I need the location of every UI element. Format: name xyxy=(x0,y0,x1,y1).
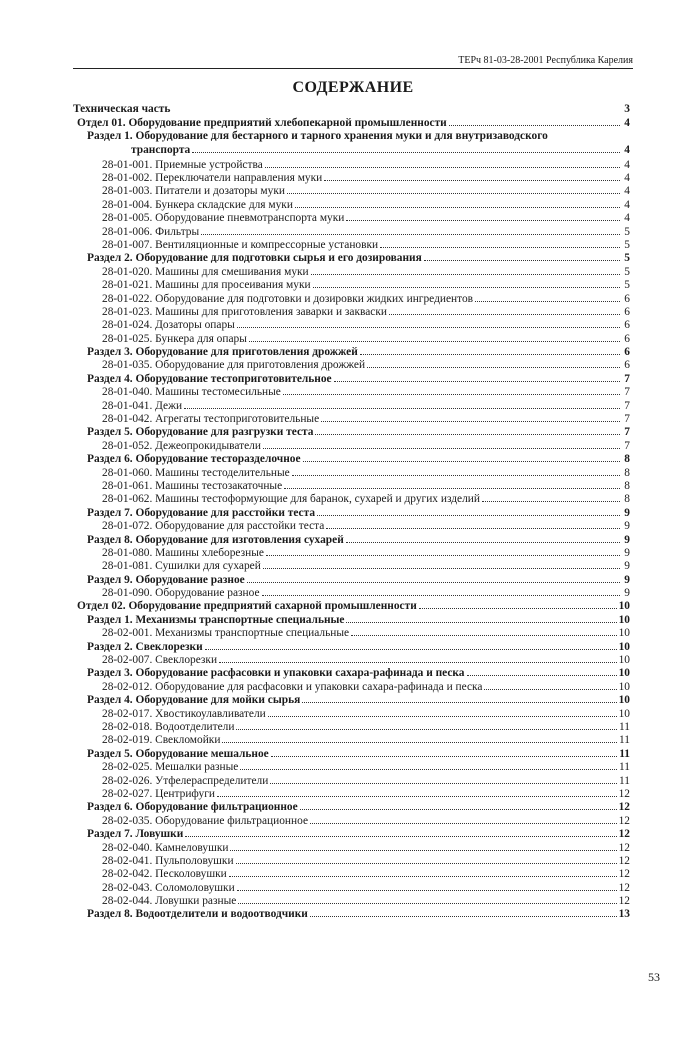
dot-leader xyxy=(284,479,620,489)
toc-entry xyxy=(73,867,630,880)
toc-entry-page: 10 xyxy=(618,627,630,640)
toc-entry-page: 4 xyxy=(624,144,630,157)
toc-entry-page: 8 xyxy=(624,479,630,492)
dot-leader xyxy=(311,265,620,275)
dot-leader xyxy=(185,827,616,837)
toc-entry-title: 28-01-022. Оборудование для подготовки и дозировки жидких ингредиентов xyxy=(102,292,474,305)
dot-leader xyxy=(263,439,620,449)
dot-leader xyxy=(310,814,617,824)
dot-leader xyxy=(360,345,620,355)
dot-leader xyxy=(321,412,620,422)
dot-leader xyxy=(315,425,620,435)
toc-entry-title: Раздел 5. Оборудование мешальное xyxy=(87,747,269,760)
toc-entry-title: Раздел 1. Оборудование для бестарного и тарного хранения муки и для внутризаводского xyxy=(87,129,548,142)
toc-entry xyxy=(73,693,630,706)
toc-entry-title: 28-01-001. Приемные устройства xyxy=(102,158,263,171)
toc-entry-page: 7 xyxy=(624,386,630,399)
toc-entry-page: 6 xyxy=(624,346,630,359)
dot-leader xyxy=(351,626,617,636)
toc-entry-title: Раздел 8. Водоотделители и водоотводчики xyxy=(87,908,308,921)
toc-entry-page: 4 xyxy=(624,212,630,225)
dot-leader xyxy=(229,867,617,877)
toc-entry-title: 28-02-018. Водоотделители xyxy=(102,721,235,733)
toc-entry-page: 6 xyxy=(624,332,630,345)
toc-entry-title: 28-02-026. Утфелераспределители xyxy=(102,774,269,787)
toc-entry xyxy=(73,573,630,586)
toc-entry-title: 28-01-006. Фильтры xyxy=(102,225,200,238)
toc-entry-title: Раздел 6. Оборудование фильтрационное xyxy=(87,801,298,814)
toc-entry-title: 28-01-040. Машины тестомесильные xyxy=(102,386,281,399)
toc-entry-title: 28-02-012. Оборудование для расфасовки и упаковки сахара-рафинада и песка xyxy=(102,680,483,693)
toc-entry-page: 12 xyxy=(618,881,630,894)
dot-leader xyxy=(236,720,617,730)
dot-leader xyxy=(268,707,617,717)
toc-entry-page: 10 xyxy=(618,640,630,653)
toc-entry xyxy=(73,318,630,331)
toc-entry xyxy=(73,733,630,746)
toc-entry-page: 9 xyxy=(624,587,630,600)
toc-entry-title: 28-01-072. Оборудование для расстойки теста xyxy=(102,520,325,533)
toc-entry-page: 13 xyxy=(618,908,630,921)
dot-leader xyxy=(263,559,620,569)
toc-entry xyxy=(73,506,630,519)
toc-entry-page: 9 xyxy=(624,520,630,533)
toc-entry-page: 11 xyxy=(619,734,630,747)
toc-entry-title: Раздел 2. Оборудование для подготовки сырья и его дозирования xyxy=(87,252,422,265)
toc-entry-title: Раздел 2. Свеклорезки xyxy=(87,640,203,653)
toc-entry xyxy=(73,184,630,197)
toc-entry xyxy=(73,827,630,840)
toc-entry xyxy=(73,907,630,920)
dot-leader xyxy=(230,841,616,851)
toc-entry-page: 11 xyxy=(619,747,630,760)
toc-entry xyxy=(73,251,630,264)
toc-entry xyxy=(73,265,630,278)
toc-entry-page: 11 xyxy=(619,721,630,733)
toc-entry-title: 28-01-060. Машины тестоделительные xyxy=(102,466,290,479)
page-title: СОДЕРЖАНИЕ xyxy=(292,79,414,96)
page-number: 53 xyxy=(648,970,660,984)
dot-leader xyxy=(184,399,620,409)
toc-entry-page: 5 xyxy=(624,265,630,278)
toc-entry-page: 5 xyxy=(624,238,630,251)
dot-leader xyxy=(266,546,620,556)
dot-leader xyxy=(236,854,617,864)
toc-entry xyxy=(73,171,630,184)
toc-entry-title: 28-01-042. Агрегаты тестоприготовительные xyxy=(102,413,320,426)
toc-entry xyxy=(73,425,630,438)
toc-entry xyxy=(73,666,630,679)
toc-entry xyxy=(73,278,630,291)
toc-entry-page: 9 xyxy=(624,573,630,586)
dot-leader xyxy=(287,184,620,194)
toc-entry xyxy=(73,305,630,318)
dot-leader xyxy=(271,747,617,757)
toc-entry-page: 7 xyxy=(624,426,630,439)
toc-entry-page: 8 xyxy=(624,466,630,479)
toc-entry xyxy=(73,760,630,773)
toc-entry-title: Раздел 3. Оборудование расфасовки и упаковки сахара-рафинада и песка xyxy=(87,667,465,680)
toc-entry xyxy=(73,894,630,907)
toc-entry-page: 7 xyxy=(624,372,630,385)
toc-entry-page: 8 xyxy=(624,453,630,466)
dot-leader xyxy=(303,452,620,462)
dot-leader xyxy=(324,171,620,181)
dot-leader xyxy=(222,733,617,743)
toc-entry-page: 11 xyxy=(619,761,630,774)
dot-leader xyxy=(482,492,620,502)
toc-entry xyxy=(73,519,630,532)
dot-leader xyxy=(334,372,620,382)
toc-entry-title: 28-01-080. Машины хлеборезные xyxy=(102,546,264,559)
toc-entry-page: 12 xyxy=(618,787,630,800)
dot-leader xyxy=(346,613,616,623)
dot-leader xyxy=(201,225,620,235)
dot-leader xyxy=(262,586,621,596)
toc-entry-title: 28-01-081. Сушилки для сухарей xyxy=(102,560,261,573)
dot-leader xyxy=(265,158,620,168)
toc-entry xyxy=(73,599,630,612)
toc-entry-title: 28-02-040. Камнеловушки xyxy=(102,841,229,854)
toc-entry-page: 9 xyxy=(624,560,630,573)
toc-entry xyxy=(73,292,630,305)
toc-entry xyxy=(73,533,630,546)
toc-entry-page: 10 xyxy=(618,707,630,720)
toc-entry-page: 6 xyxy=(624,305,630,318)
toc-entry-page: 3 xyxy=(624,103,630,115)
dot-leader xyxy=(326,519,620,529)
dot-leader xyxy=(389,305,620,315)
toc-entry-page: 10 xyxy=(618,600,630,613)
toc-entry-continuation xyxy=(87,143,630,157)
toc-entry-title: 28-01-003. Питатели и дозаторы муки xyxy=(102,185,285,198)
toc-entry-title: Техническая часть xyxy=(73,103,171,115)
toc-entry-page: 5 xyxy=(624,279,630,292)
dot-leader xyxy=(300,800,617,810)
toc-entry xyxy=(73,345,630,358)
toc-entry xyxy=(73,613,630,626)
toc-entry-page: 5 xyxy=(624,252,630,265)
toc-entry xyxy=(73,559,630,572)
toc-entry xyxy=(73,466,630,479)
toc-entry-page: 12 xyxy=(618,814,630,827)
toc-entry-title: 28-02-019. Свекломойки xyxy=(102,734,221,747)
toc-entry-title: Раздел 6. Оборудование тесторазделочное xyxy=(87,453,301,466)
toc-entry-title: Раздел 7. Оборудование для расстойки теста xyxy=(87,506,316,519)
dot-leader xyxy=(346,211,620,221)
toc-entry xyxy=(73,439,630,452)
dot-leader xyxy=(367,358,620,368)
toc-entry-page: 10 xyxy=(618,613,630,626)
dot-leader xyxy=(295,198,620,208)
dot-leader xyxy=(313,278,620,288)
toc-entry-page: 12 xyxy=(618,801,630,814)
dot-leader xyxy=(310,907,617,917)
toc-entry-title-continued: транспорта xyxy=(131,144,191,157)
toc-entry-page: 12 xyxy=(618,841,630,854)
toc-entry-title: 28-02-007. Свеклорезки xyxy=(102,654,218,667)
toc-entry xyxy=(73,412,630,425)
toc-entry-title: Раздел 8. Оборудование для изготовления сухарей xyxy=(87,533,344,546)
toc-entry xyxy=(73,653,630,666)
toc-entry xyxy=(73,787,630,800)
dot-leader xyxy=(172,103,620,112)
toc-entry-title: 28-02-001. Механизмы транспортные специальные xyxy=(102,627,350,640)
toc-entry-page: 10 xyxy=(618,694,630,707)
dot-leader xyxy=(192,143,620,153)
toc-entry-title: Раздел 9. Оборудование разное xyxy=(87,573,245,586)
dot-leader xyxy=(237,318,620,328)
toc-entry-page: 9 xyxy=(624,546,630,559)
toc-entry xyxy=(73,546,630,559)
toc-entry-title: 28-02-044. Ловушки разные xyxy=(102,895,237,908)
toc-entry xyxy=(73,332,630,345)
dot-leader xyxy=(205,640,617,650)
toc-entry xyxy=(73,158,630,171)
toc-entry-title: 28-01-004. Бункера складские для муки xyxy=(102,198,293,211)
toc-entry-page: 7 xyxy=(624,413,630,426)
toc-entry xyxy=(73,358,630,371)
toc-entry-title: 28-01-020. Машины для смешивания муки xyxy=(102,265,309,278)
toc-entry xyxy=(73,586,630,599)
toc-entry-page: 9 xyxy=(624,506,630,519)
toc-entry xyxy=(73,854,630,867)
toc-entry xyxy=(73,103,630,116)
toc-entry-title: 28-01-002. Переключатели направления муки xyxy=(102,171,323,184)
toc-entry xyxy=(73,881,630,894)
toc-entry xyxy=(73,626,630,639)
dot-leader xyxy=(475,292,620,302)
toc-entry xyxy=(73,814,630,827)
toc-entry-title: 28-01-021. Машины для просеивания муки xyxy=(102,279,311,292)
toc-entry-title: 28-01-007. Вентиляционные и компрессорные установки xyxy=(102,238,379,251)
toc-entry-page: 9 xyxy=(624,533,630,546)
dot-leader xyxy=(292,466,620,476)
toc-entry-page: 12 xyxy=(618,854,630,867)
dot-leader xyxy=(467,666,617,676)
toc-entry-title: 28-01-052. Дежеопрокидыватели xyxy=(102,439,261,452)
dot-leader xyxy=(449,116,620,126)
toc-entry-title: 28-01-035. Оборудование для приготовления дрожжей xyxy=(102,359,366,372)
toc-entry-page: 6 xyxy=(624,319,630,332)
dot-leader xyxy=(240,760,617,770)
toc-entry-page: 4 xyxy=(624,117,630,130)
toc-entry-page: 8 xyxy=(624,493,630,506)
toc-entry-title: Раздел 3. Оборудование для приготовления дрожжей xyxy=(87,346,358,359)
toc-entry xyxy=(73,747,630,760)
toc-entry xyxy=(73,116,630,129)
table-of-contents xyxy=(73,103,630,921)
toc-entry-page: 7 xyxy=(624,399,630,412)
toc-entry-page: 10 xyxy=(618,654,630,667)
toc-entry-page: 4 xyxy=(624,171,630,184)
toc-entry-page: 11 xyxy=(619,774,630,787)
toc-entry-title: 28-01-041. Дежи xyxy=(102,399,183,412)
toc-entry-title: Раздел 4. Оборудование тестоприготовительное xyxy=(87,372,332,385)
toc-entry xyxy=(73,452,630,465)
dot-leader xyxy=(249,332,620,342)
toc-entry xyxy=(73,720,630,733)
toc-entry-page: 12 xyxy=(618,895,630,908)
dot-leader xyxy=(424,251,620,261)
dot-leader xyxy=(380,238,620,248)
toc-entry xyxy=(73,707,630,720)
toc-entry-page: 6 xyxy=(624,292,630,305)
dot-leader xyxy=(346,533,620,543)
dot-leader xyxy=(219,653,617,663)
dot-leader xyxy=(247,573,620,583)
dot-leader xyxy=(283,385,620,395)
toc-entry xyxy=(73,211,630,224)
toc-entry-title: 28-02-042. Песколовушки xyxy=(102,868,227,881)
dot-leader xyxy=(237,881,617,891)
toc-entry xyxy=(73,841,630,854)
toc-entry-page: 10 xyxy=(618,680,630,693)
page-header: ТЕРч 81-03-28-2001 Республика Карелия xyxy=(73,55,633,69)
toc-entry-title: 28-02-027. Центрифуги xyxy=(102,787,215,800)
dot-leader xyxy=(302,693,616,703)
toc-entry-title: Раздел 5. Оборудование для разгрузки теста xyxy=(87,426,314,439)
toc-entry-page: 7 xyxy=(624,439,630,452)
toc-entry-page: 10 xyxy=(618,667,630,680)
toc-entry xyxy=(73,492,630,505)
toc-entry-title: Раздел 7. Ловушки xyxy=(87,828,184,841)
toc-entry xyxy=(73,198,630,211)
toc-entry-page: 4 xyxy=(624,198,630,211)
toc-entry-page: 4 xyxy=(624,158,630,171)
toc-entry xyxy=(73,774,630,787)
toc-entry-title: 28-01-025. Бункера для опары xyxy=(102,332,247,345)
toc-entry xyxy=(73,385,630,398)
toc-entry xyxy=(73,225,630,238)
toc-entry xyxy=(73,680,630,693)
dot-leader xyxy=(484,680,616,690)
toc-entry xyxy=(73,238,630,251)
dot-leader xyxy=(270,774,617,784)
toc-entry-page: 12 xyxy=(618,828,630,841)
toc-entry xyxy=(73,130,630,158)
dot-leader xyxy=(217,787,617,797)
toc-entry-title: 28-01-090. Оборудование разное xyxy=(102,587,260,600)
toc-entry-title: 28-01-005. Оборудование пневмотранспорта муки xyxy=(102,212,345,225)
toc-entry-title: 28-02-041. Пульполовушки xyxy=(102,854,234,867)
toc-entry xyxy=(73,479,630,492)
toc-entry xyxy=(73,399,630,412)
toc-entry-title: Раздел 1. Механизмы транспортные специальные xyxy=(87,613,345,626)
toc-entry-title: Раздел 4. Оборудование для мойки сырья xyxy=(87,694,301,707)
dot-leader xyxy=(238,894,616,904)
dot-leader xyxy=(419,599,617,609)
toc-entry-title: Отдел 01. Оборудование предприятий хлебопекарной промышленности xyxy=(77,117,447,130)
toc-entry-title: 28-02-017. Хвостикоулавливатели xyxy=(102,707,266,720)
toc-entry-page: 4 xyxy=(624,185,630,198)
dot-leader xyxy=(317,506,620,516)
toc-entry-title: 28-01-061. Машины тестозакаточные xyxy=(102,479,283,492)
toc-entry xyxy=(73,640,630,653)
toc-entry xyxy=(73,372,630,385)
toc-entry-title: 28-01-023. Машины для приготовления заварки и закваски xyxy=(102,305,387,318)
toc-entry-page: 6 xyxy=(624,359,630,372)
toc-entry xyxy=(73,800,630,813)
toc-entry-page: 5 xyxy=(624,225,630,238)
toc-entry-title: 28-02-025. Мешалки разные xyxy=(102,761,239,774)
toc-entry-title: 28-01-024. Дозаторы опары xyxy=(102,319,235,332)
toc-entry-title: 28-02-035. Оборудование фильтрационное xyxy=(102,814,309,827)
toc-entry-title: 28-02-043. Соломоловушки xyxy=(102,881,235,894)
toc-entry-title: Отдел 02. Оборудование предприятий сахарной промышленности xyxy=(77,600,417,613)
toc-entry-title: 28-01-062. Машины тестоформующие для баранок, сухарей и других изделий xyxy=(102,493,480,506)
toc-entry-page: 12 xyxy=(618,868,630,881)
